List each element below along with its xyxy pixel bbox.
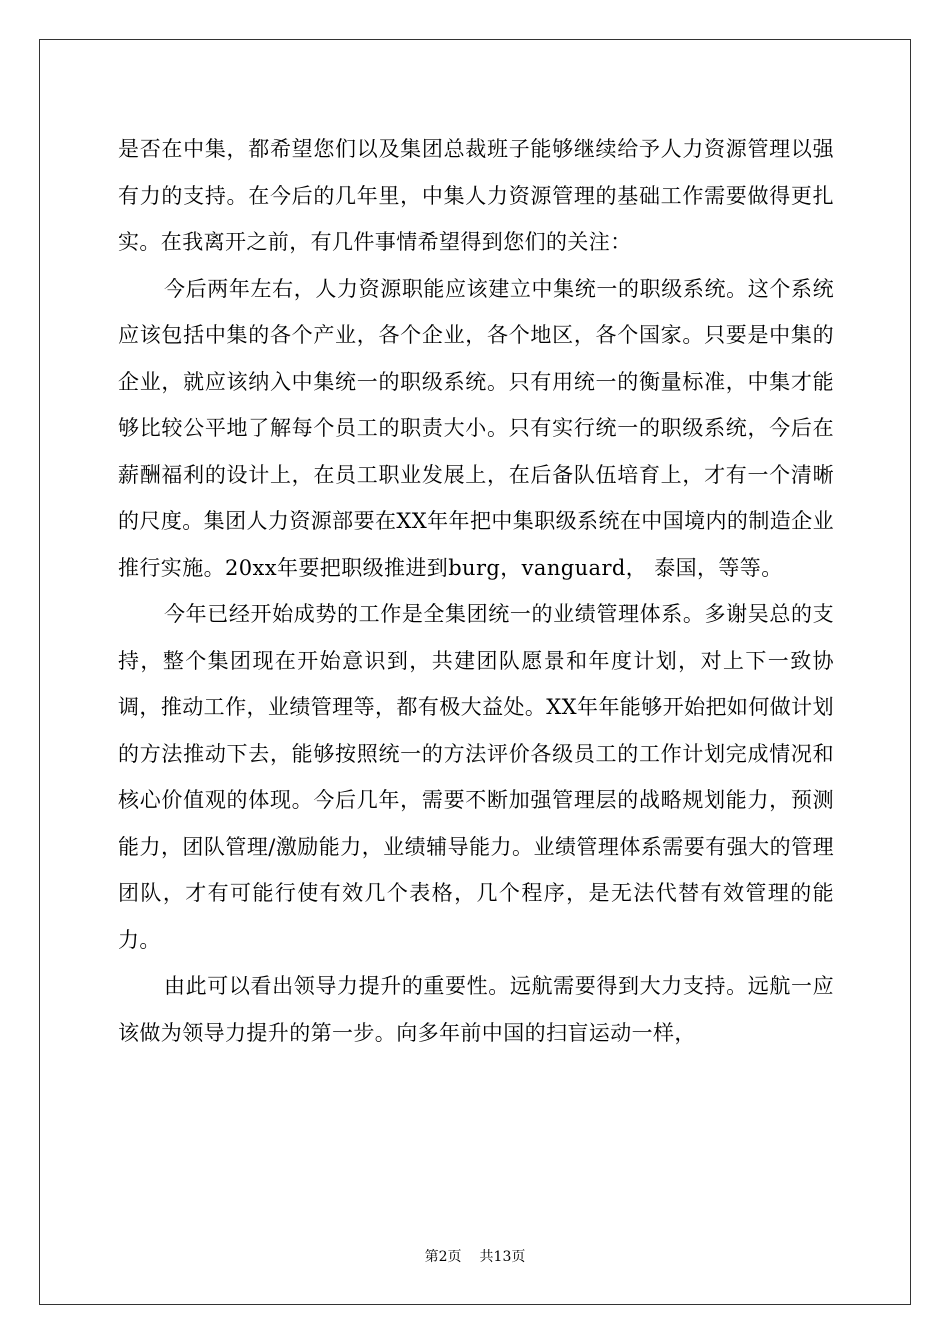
- page-number: 第2页: [424, 1249, 462, 1265]
- paragraph-job-grade-system: 今后两年左右，人力资源职能应该建立中集统一的职级系统。这个系统应该包括中集的各个产业，各个企业，各个地区，各个国家。只要是中集的企业，就应该纳入中集统一的职级系统。只有用统一的衡量标准，中集才能够比较公平地了解每个员工的职责大小。只有实行统一的职级系统，今后在薪酬福利的设计上，在员工职业发展上，在后备队伍培育上，才有一个清晰的尺度。集团人力资源部要在XX年年把中集职级系统在中国境内的制造企业推行实施。20xx年要把职级推进到burg，vanguard， 泰国，等等。: [118, 276, 834, 580]
- page-footer: [0, 1247, 950, 1267]
- paragraph-leadership: 由此可以看出领导力提升的重要性。远航需要得到大力支持。远航一应该做为领导力提升的第一步。向多年前中国的扫盲运动一样，: [118, 974, 834, 1045]
- page-total: 共13页: [479, 1249, 526, 1265]
- paragraph-performance-management: 今年已经开始成势的工作是全集团统一的业绩管理体系。多谢吴总的支持，整个集团现在开始意识到，共建团队愿景和年度计划，对上下一致协调，推动工作，业绩管理等，都有极大益处。XX年年能够开始把如何做计划的方法推动下去，能够按照统一的方法评价各级员工的工作计划完成情况和核心价值观的体现。今后几年，需要不断加强管理层的战略规划能力，预测能力，团队管理/激励能力，业绩辅导能力。业绩管理体系需要有强大的管理团队，才有可能行使有效几个表格，几个程序，是无法代替有效管理的能力。: [118, 602, 834, 952]
- document-body: [118, 126, 834, 1056]
- paragraph-continuation: 是否在中集，都希望您们以及集团总裁班子能够继续给予人力资源管理以强有力的支持。在今后的几年里，中集人力资源管理的基础工作需要做得更扎实。在我离开之前，有几件事情希望得到您们的关注：: [118, 137, 834, 254]
